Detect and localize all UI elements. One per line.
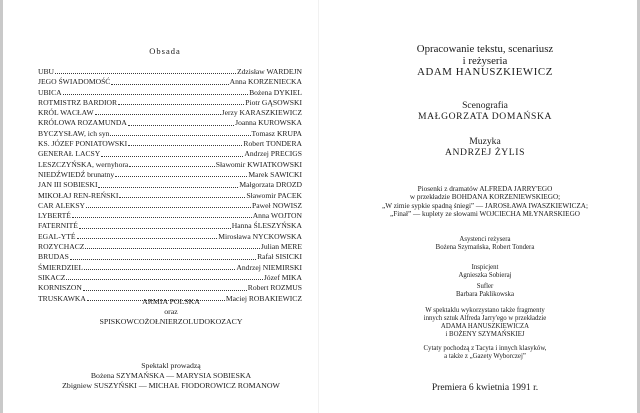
cast-row	[38, 118, 302, 128]
cast-actor: Hanna ŚLESZYŃSKA	[231, 221, 302, 231]
dot-leader	[111, 83, 228, 85]
cast-actor: Zdzisław WARDEJN	[236, 67, 302, 76]
cast-row	[38, 211, 302, 221]
dot-leader	[70, 258, 256, 260]
scenographer-name: MAŁGORZATA DOMAŃSKA	[417, 111, 553, 122]
quotes-block	[340, 345, 630, 361]
cast-row	[38, 201, 302, 211]
composer-name: ANDRZEJ ŻYLIS	[444, 147, 525, 158]
sufler-label: Sufler	[476, 283, 494, 290]
cast-row	[38, 88, 302, 98]
cast-role: MIKOŁAJ REN-REŃSKI	[38, 190, 119, 200]
adaptation-line: i reżyseria	[462, 54, 508, 67]
cast-role: KS. JÓZEF PONIATOWSKI	[38, 139, 128, 149]
cast-row	[38, 160, 302, 170]
cast-actor: Mirosława NYCKOWSKA	[218, 231, 302, 241]
dot-leader	[118, 103, 244, 105]
dot-leader	[72, 216, 252, 218]
cast-row	[38, 139, 302, 149]
fragments-line: innych sztuk Alfreda Jarry'ego w przekładzie	[423, 315, 547, 322]
cast-actor: Maciej ROBAKIEWICZ	[225, 293, 302, 303]
cast-actor: Tomasz KRUPA	[251, 128, 302, 138]
cast-actor: Józef MIKA	[263, 272, 302, 282]
cast-role: FATERNITÉ	[38, 221, 78, 231]
cast-actor: Sławomir KWIATKOWSKI	[215, 159, 302, 169]
left-page-edge	[0, 0, 3, 413]
dot-leader	[55, 72, 236, 74]
spektakl-line: Bożena SZYMAŃSKA — MARYSIA SOBIESKA	[90, 370, 252, 380]
cast-row	[38, 232, 302, 242]
dot-leader	[98, 186, 238, 188]
cast-role: NIEDŹWIEDŹ brunatny	[38, 169, 115, 179]
cast-actor: Robert ROZMUS	[247, 283, 302, 293]
songs-line: w przekładzie BOHDANA KORZENIEWSKIEGO;	[409, 193, 561, 202]
cast-role: ROZYCHACZ	[38, 242, 85, 252]
cast-role: KRÓLOWA ROZAMUNDA	[38, 118, 127, 128]
cast-role: EGAL-YTÉ	[38, 231, 76, 241]
songs-line: Piosenki z dramatów ALFREDA JARRY'EGO	[417, 185, 553, 193]
cast-actor: Paweł NOWISZ	[252, 200, 302, 210]
sufler-block	[340, 283, 630, 299]
cast-role: CAR ALEKSY	[38, 200, 86, 210]
page-fold	[318, 0, 319, 413]
cast-actor: Piotr GĄSOWSKI	[245, 97, 302, 107]
cast-role: LYBERTÉ	[38, 211, 71, 221]
armia-line: ARMIA POLSKA	[142, 297, 200, 306]
dot-leader	[79, 227, 231, 229]
cast-row	[38, 77, 302, 87]
dot-leader	[128, 144, 242, 146]
cast-row	[38, 191, 302, 201]
cast-row	[38, 273, 302, 283]
dot-leader	[129, 165, 214, 167]
dot-leader	[83, 289, 247, 291]
adaptation-block	[340, 44, 630, 79]
cast-actor: Bożena DYKIEL	[249, 87, 302, 97]
cast-list	[38, 67, 302, 304]
dot-leader	[77, 237, 218, 239]
cast-actor: Anna KORZENIECKA	[229, 77, 302, 87]
scenography-label: Scenografia	[462, 100, 508, 111]
cast-role: BRUDAS	[38, 252, 69, 262]
cast-actor: Anna WOJTON	[252, 211, 302, 221]
cast-role: JEGO ŚWIADOMOŚĆ	[38, 77, 111, 87]
cast-row	[38, 108, 302, 118]
dot-leader	[85, 247, 259, 249]
cast-actor: Joanna KUROWSKA	[235, 118, 302, 128]
dot-leader	[128, 124, 234, 126]
fragments-line: W spektaklu wykorzystano także fragmenty	[425, 307, 545, 314]
spektakl-heading: Spektakl prowadzą	[141, 361, 201, 370]
cast-actor: Jerzy KARASZKIEWICZ	[221, 108, 302, 118]
dot-leader	[63, 93, 248, 95]
spektakl-line: Zbigniew SUSZYŃSKI — MICHAŁ FIODOROWICZ ROMANOW	[62, 380, 280, 390]
dot-leader	[66, 278, 262, 280]
scenography-block	[340, 100, 630, 122]
dot-leader	[86, 206, 251, 208]
cast-role: JAN III SOBIESKI	[38, 180, 98, 190]
cast-role: UBU	[38, 67, 55, 76]
cast-row	[38, 149, 302, 159]
armia-block	[40, 297, 302, 326]
spektakl-block	[40, 361, 302, 390]
dot-leader	[115, 175, 247, 177]
cast-role: ROTMISTRZ BARDIOR	[38, 97, 118, 107]
songs-line: „W zimie sypkie spadną śniegi” — JAROSŁAWA IWASZKIEWICZA;	[382, 201, 588, 210]
cast-row	[38, 242, 302, 252]
cast-actor: Małgorzata DROZD	[239, 180, 302, 190]
fragments-line: ADAMA HANUSZKIEWICZA	[440, 323, 530, 330]
cast-actor: Robert TONDERA	[243, 139, 302, 149]
inspicjent-block	[340, 264, 630, 280]
songs-block	[340, 185, 630, 219]
adaptation-line: Opracowanie tekstu, scenariusz	[416, 43, 554, 55]
cast-actor: Andrzej PRECIGS	[244, 149, 302, 159]
cast-actor: Andrzej NIEMIRSKI	[236, 262, 302, 272]
cast-row	[38, 221, 302, 231]
cast-role: UBICA	[38, 87, 62, 97]
cast-role: LESZCZYŃSKA, wernyhora	[38, 159, 129, 169]
assistant-label: Asystenci reżysera	[459, 236, 511, 243]
premiere-date: Premiera 6 kwietnia 1991 r.	[431, 382, 539, 393]
cast-actor: Rafał SISICKI	[257, 252, 302, 262]
dot-leader	[110, 134, 250, 136]
armia-line: SPISKOWCOŻOŁNIERZOLUDOKOZACY	[99, 316, 243, 326]
inspicjent-name: Agnieszka Sobieraj	[458, 272, 512, 279]
cast-role: GENERAŁ LACSY	[38, 149, 101, 159]
cast-row	[38, 252, 302, 262]
dot-leader	[84, 268, 235, 270]
cast-row	[38, 283, 302, 293]
cast-heading: Obsada	[149, 46, 181, 56]
cast-role: SIKACZ	[38, 272, 66, 282]
music-block	[340, 136, 630, 158]
cast-row	[38, 180, 302, 190]
music-label: Muzyka	[469, 136, 501, 147]
armia-line: oraz	[164, 306, 178, 316]
dot-leader	[119, 196, 245, 198]
cast-row	[38, 67, 302, 77]
director-name: ADAM HANUSZKIEWICZ	[417, 66, 553, 79]
assistant-names: Bożena Szymańska, Robert Tondera	[435, 244, 535, 251]
cast-actor: Marek SAWICKI	[248, 169, 302, 179]
assistant-block	[340, 236, 630, 252]
cast-role: BYCZYSŁAW, ich syn	[38, 128, 110, 138]
songs-line: „Finał” — kuplety ze słowami WOJCIECHA MŁYNARSKIEGO	[390, 210, 580, 219]
cast-row	[38, 98, 302, 108]
cast-row	[38, 170, 302, 180]
fragments-line: i BOŻENY SZYMAŃSKIEJ	[445, 331, 525, 338]
cast-role: KRÓL WACŁAW	[38, 108, 94, 118]
cast-role: KORNISZON	[38, 283, 82, 293]
quotes-line: Cytaty pochodzą z Tacyta i innych klasyków,	[423, 345, 547, 352]
dot-leader	[101, 155, 243, 157]
cast-role: ŚMIERDZIEL	[38, 262, 84, 272]
dot-leader	[95, 113, 221, 115]
sufler-name: Barbara Paklikowska	[456, 291, 514, 298]
cast-row	[38, 263, 302, 273]
cast-actor: Sławomir PACEK	[246, 190, 302, 200]
cast-row	[38, 129, 302, 139]
fragments-block	[340, 307, 630, 339]
cast-role: TRUSKAWKA	[38, 293, 86, 303]
inspicjent-label: Inspicjent	[471, 264, 499, 271]
quotes-line: a także z „Gazety Wyborczej”	[444, 353, 526, 360]
cast-actor: Julian MERE	[260, 242, 302, 252]
